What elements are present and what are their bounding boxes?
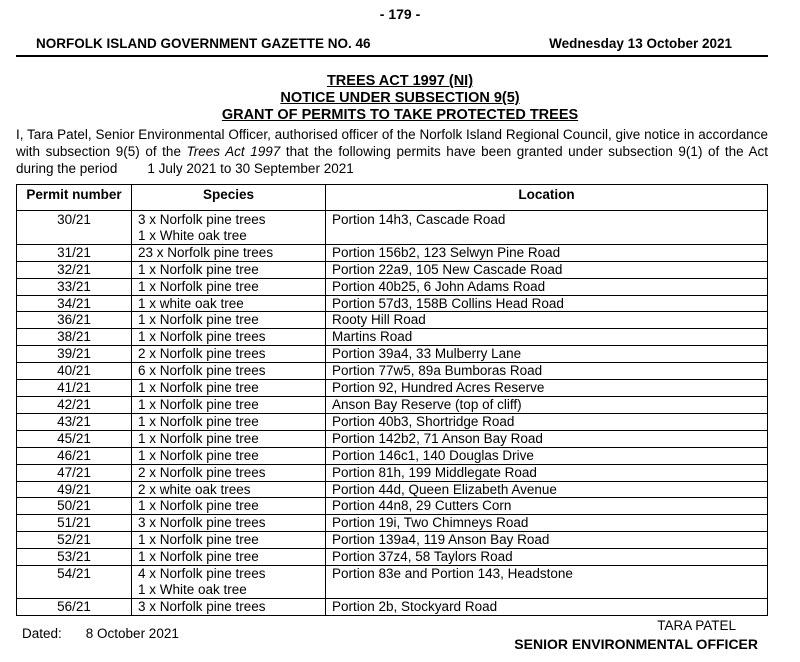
species-line: 2 x Norfolk pine trees: [138, 464, 266, 480]
location-cell: Portion 19i, Two Chimneys Road: [326, 515, 768, 532]
dated-label: Dated:: [22, 626, 62, 641]
species-line: 1 x Norfolk pine tree: [138, 549, 259, 565]
table-row: [17, 278, 768, 295]
location-cell: Portion 14h3, Cascade Road: [326, 211, 768, 245]
table-row: [17, 598, 768, 615]
table-row: [17, 549, 768, 566]
notice-heading: GRANT OF PERMITS TO TAKE PROTECTED TREES: [221, 107, 579, 123]
species-line: 1 x Norfolk pine tree: [138, 413, 259, 429]
permit-number-cell: 33/21: [17, 278, 132, 295]
species-line: 1 x white oak tree: [138, 295, 244, 311]
permit-number-cell: 31/21: [17, 244, 132, 261]
permit-number-cell: 34/21: [17, 295, 132, 312]
species-line: 3 x Norfolk pine trees: [138, 515, 266, 531]
species-cell: [132, 380, 326, 397]
column-header-species: Species: [132, 185, 326, 211]
species-line: 1 x Norfolk pine tree: [138, 278, 259, 294]
species-line: 4 x Norfolk pine trees: [138, 566, 266, 582]
table-row: [17, 464, 768, 481]
species-line: 1 x Norfolk pine tree: [138, 312, 259, 328]
signer-role: SENIOR ENVIRONMENTAL OFFICER: [514, 636, 758, 652]
location-cell: Portion 37z4, 58 Taylors Road: [326, 549, 768, 566]
permit-number-cell: 47/21: [17, 464, 132, 481]
species-line: 1 x Norfolk pine tree: [138, 532, 259, 548]
gazette-title: NORFOLK ISLAND GOVERNMENT GAZETTE NO. 46: [36, 36, 371, 51]
dated-value: 8 October 2021: [85, 626, 179, 641]
permit-number-cell: 32/21: [17, 261, 132, 278]
species-cell: [132, 278, 326, 295]
page-number: - 179 -: [379, 6, 421, 22]
intro-text-part2: that the following permits have been granted under subsection 9(1) of the Act during the period: [16, 144, 768, 176]
table-row: [17, 566, 768, 599]
column-header-location: Location: [326, 185, 768, 211]
species-cell: [132, 515, 326, 532]
intro-period: 1 July 2021 to 30 September 2021: [147, 161, 354, 176]
table-row: [17, 515, 768, 532]
permit-number-cell: 41/21: [17, 380, 132, 397]
table-row: [17, 380, 768, 397]
species-line: 1 x Norfolk pine tree: [138, 430, 259, 446]
location-cell: Rooty Hill Road: [326, 312, 768, 329]
species-cell: [132, 532, 326, 549]
table-row: [17, 396, 768, 413]
intro-act-name: Trees Act 1997: [186, 144, 281, 159]
table-row: [17, 346, 768, 363]
permit-number-cell: 30/21: [17, 211, 132, 245]
species-cell: [132, 363, 326, 380]
signer-block: [514, 618, 758, 652]
location-cell: Portion 156b2, 123 Selwyn Pine Road: [326, 244, 768, 261]
species-cell: [132, 261, 326, 278]
species-line: 1 x Norfolk pine tree: [138, 380, 259, 396]
species-line: 2 x Norfolk pine trees: [138, 346, 266, 362]
table-row: [17, 261, 768, 278]
species-cell: [132, 498, 326, 515]
table-row: [17, 211, 768, 245]
species-line: 3 x Norfolk pine trees: [138, 212, 266, 227]
table-row: [17, 329, 768, 346]
species-line: 1 x Norfolk pine tree: [138, 447, 259, 463]
species-cell: [132, 329, 326, 346]
location-cell: Portion 77w5, 89a Bumboras Road: [326, 363, 768, 380]
permit-number-cell: 38/21: [17, 329, 132, 346]
location-cell: Portion 81h, 199 Middlegate Road: [326, 464, 768, 481]
permit-number-cell: 36/21: [17, 312, 132, 329]
permit-number-cell: 50/21: [17, 498, 132, 515]
location-cell: Portion 44n8, 29 Cutters Corn: [326, 498, 768, 515]
species-cell: [132, 396, 326, 413]
permit-number-cell: 56/21: [17, 598, 132, 615]
species-line: 1 x Norfolk pine trees: [138, 329, 266, 345]
permit-number-cell: 39/21: [17, 346, 132, 363]
species-cell: [132, 244, 326, 261]
permit-number-cell: 49/21: [17, 481, 132, 498]
species-cell: [132, 312, 326, 329]
location-cell: Martins Road: [326, 329, 768, 346]
species-cell: [132, 598, 326, 615]
species-cell: [132, 211, 326, 245]
permit-number-cell: 46/21: [17, 447, 132, 464]
species-line: 3 x Norfolk pine trees: [138, 598, 266, 614]
species-cell: [132, 430, 326, 447]
species-line: 1 x Norfolk pine tree: [138, 261, 259, 277]
intro-text-part1: I, Tara Patel, Senior Environmental Officer, authorised officer of the Norfolk Island Regional Council, give notice in accordance with subsection 9(5) of the: [16, 127, 768, 159]
table-row: [17, 312, 768, 329]
species-line: 6 x Norfolk pine trees: [138, 363, 266, 379]
permit-number-cell: 45/21: [17, 430, 132, 447]
species-line: 23 x Norfolk pine trees: [138, 244, 274, 260]
location-cell: Portion 39a4, 33 Mulberry Lane: [326, 346, 768, 363]
table-row: [17, 532, 768, 549]
location-cell: Anson Bay Reserve (top of cliff): [326, 396, 768, 413]
signoff: [16, 618, 768, 662]
species-line: 1 x Norfolk pine tree: [138, 498, 259, 514]
notice-titles: [0, 73, 800, 124]
table-row: [17, 244, 768, 261]
notice-subtitle: NOTICE UNDER SUBSECTION 9(5): [280, 90, 520, 106]
act-title: TREES ACT 1997 (NI): [326, 73, 474, 89]
location-cell: Portion 146c1, 140 Douglas Drive: [326, 447, 768, 464]
species-line: 1 x White oak tree: [138, 581, 247, 597]
table-row: [17, 363, 768, 380]
location-cell: Portion 40b25, 6 John Adams Road: [326, 278, 768, 295]
table-row: [17, 447, 768, 464]
signer-name: TARA PATEL: [657, 618, 736, 633]
permit-number-cell: 42/21: [17, 396, 132, 413]
species-cell: [132, 447, 326, 464]
permit-number-cell: 52/21: [17, 532, 132, 549]
permit-number-cell: 53/21: [17, 549, 132, 566]
location-cell: Portion 2b, Stockyard Road: [326, 598, 768, 615]
gazette-date: Wednesday 13 October 2021: [549, 36, 732, 51]
permit-number-cell: 43/21: [17, 413, 132, 430]
gazette-header: [16, 33, 768, 57]
table-row: [17, 413, 768, 430]
location-cell: Portion 44d, Queen Elizabeth Avenue: [326, 481, 768, 498]
location-cell: Portion 22a9, 105 New Cascade Road: [326, 261, 768, 278]
dated-line: [22, 626, 179, 641]
permit-number-cell: 51/21: [17, 515, 132, 532]
species-cell: [132, 481, 326, 498]
table-row: [17, 498, 768, 515]
location-cell: Portion 57d3, 158B Collins Head Road: [326, 295, 768, 312]
location-cell: Portion 142b2, 71 Anson Bay Road: [326, 430, 768, 447]
location-cell: Portion 83e and Portion 143, Headstone: [326, 566, 768, 599]
species-cell: [132, 566, 326, 599]
location-cell: Portion 139a4, 119 Anson Bay Road: [326, 532, 768, 549]
species-line: 2 x white oak trees: [138, 481, 251, 497]
species-line: 1 x Norfolk pine tree: [138, 396, 259, 412]
permit-number-cell: 54/21: [17, 566, 132, 599]
location-cell: Portion 40b3, Shortridge Road: [326, 413, 768, 430]
species-cell: [132, 464, 326, 481]
species-line: 1 x White oak tree: [138, 227, 247, 243]
table-row: [17, 295, 768, 312]
column-header-permit-number: Permit number: [17, 185, 132, 211]
species-cell: [132, 413, 326, 430]
location-cell: Portion 92, Hundred Acres Reserve: [326, 380, 768, 397]
species-cell: [132, 295, 326, 312]
permits-table: [16, 184, 768, 616]
table-header-row: [17, 185, 768, 211]
species-cell: [132, 549, 326, 566]
table-row: [17, 430, 768, 447]
species-cell: [132, 346, 326, 363]
table-row: [17, 481, 768, 498]
intro-paragraph: [16, 126, 768, 177]
permit-number-cell: 40/21: [17, 363, 132, 380]
